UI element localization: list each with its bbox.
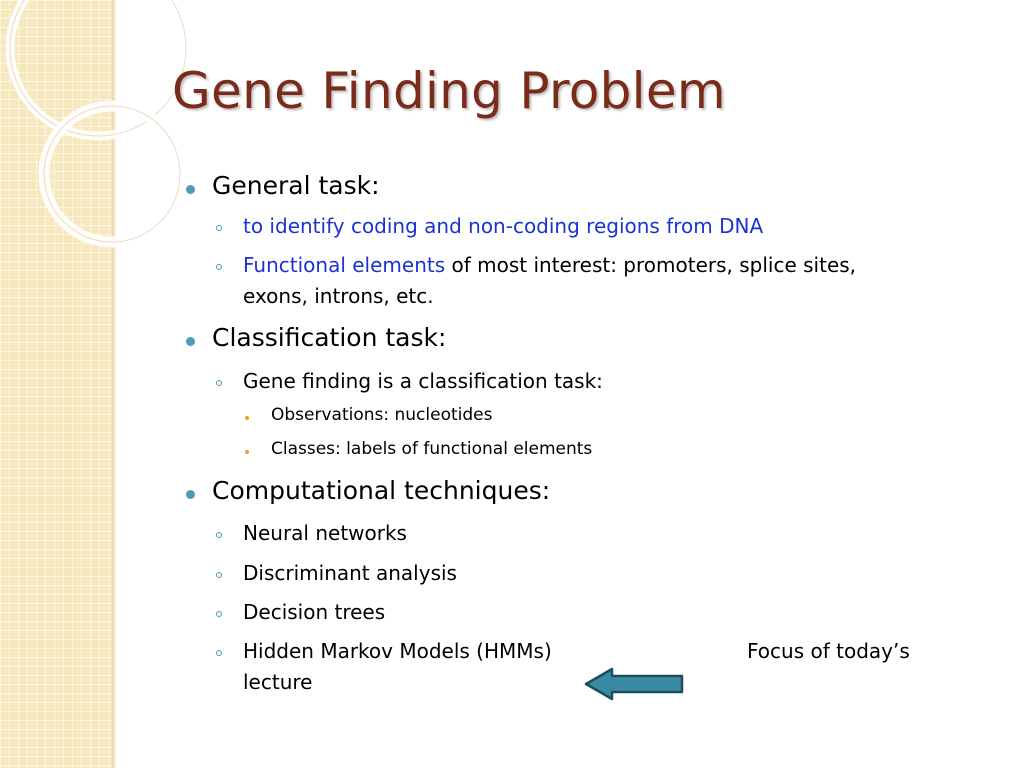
sub-bullet-icon (216, 532, 222, 538)
focus-note-continuation: lecture (243, 670, 313, 694)
list-item-classes: Classes: labels of functional elements (271, 439, 593, 459)
list-item-gene-finding: Gene finding is a classification task: (243, 369, 603, 393)
list-item-observations: Observations: nucleotides (271, 405, 493, 425)
sub-bullet-icon (216, 380, 222, 386)
list-item-discriminant-analysis: Discriminant analysis (243, 561, 457, 585)
functional-elements-text: of most interest: promoters, splice sites, (445, 253, 857, 277)
list-item-identify-regions: to identify coding and non-coding regions from DNA (243, 214, 764, 238)
list-item-functional-elements-continuation: exons, introns, etc. (243, 284, 434, 308)
slide-title: Gene Finding Problem (172, 62, 726, 120)
small-bullet-icon (245, 450, 249, 454)
bullet-icon (186, 185, 195, 194)
list-item-neural-networks: Neural networks (243, 521, 407, 545)
focus-note: Focus of today’s (747, 639, 910, 663)
sub-bullet-icon (216, 572, 222, 578)
sub-bullet-icon (216, 264, 222, 270)
list-item-decision-trees: Decision trees (243, 600, 386, 624)
sub-bullet-icon (216, 611, 222, 617)
sub-bullet-icon (216, 650, 222, 656)
functional-elements-highlight: Functional elements (243, 253, 446, 277)
small-bullet-icon (245, 416, 249, 420)
sub-bullet-icon (216, 225, 222, 231)
bullet-icon (186, 337, 195, 346)
section-heading-computational-techniques: Computational techniques: (212, 476, 551, 505)
list-item-hmms: Hidden Markov Models (HMMs) (243, 639, 552, 663)
bullet-icon (186, 490, 195, 499)
section-heading-classification-task: Classification task: (212, 323, 447, 352)
left-arrow-icon (584, 667, 686, 701)
list-item-functional-elements (243, 253, 856, 277)
section-heading-general-task: General task: (212, 171, 380, 200)
